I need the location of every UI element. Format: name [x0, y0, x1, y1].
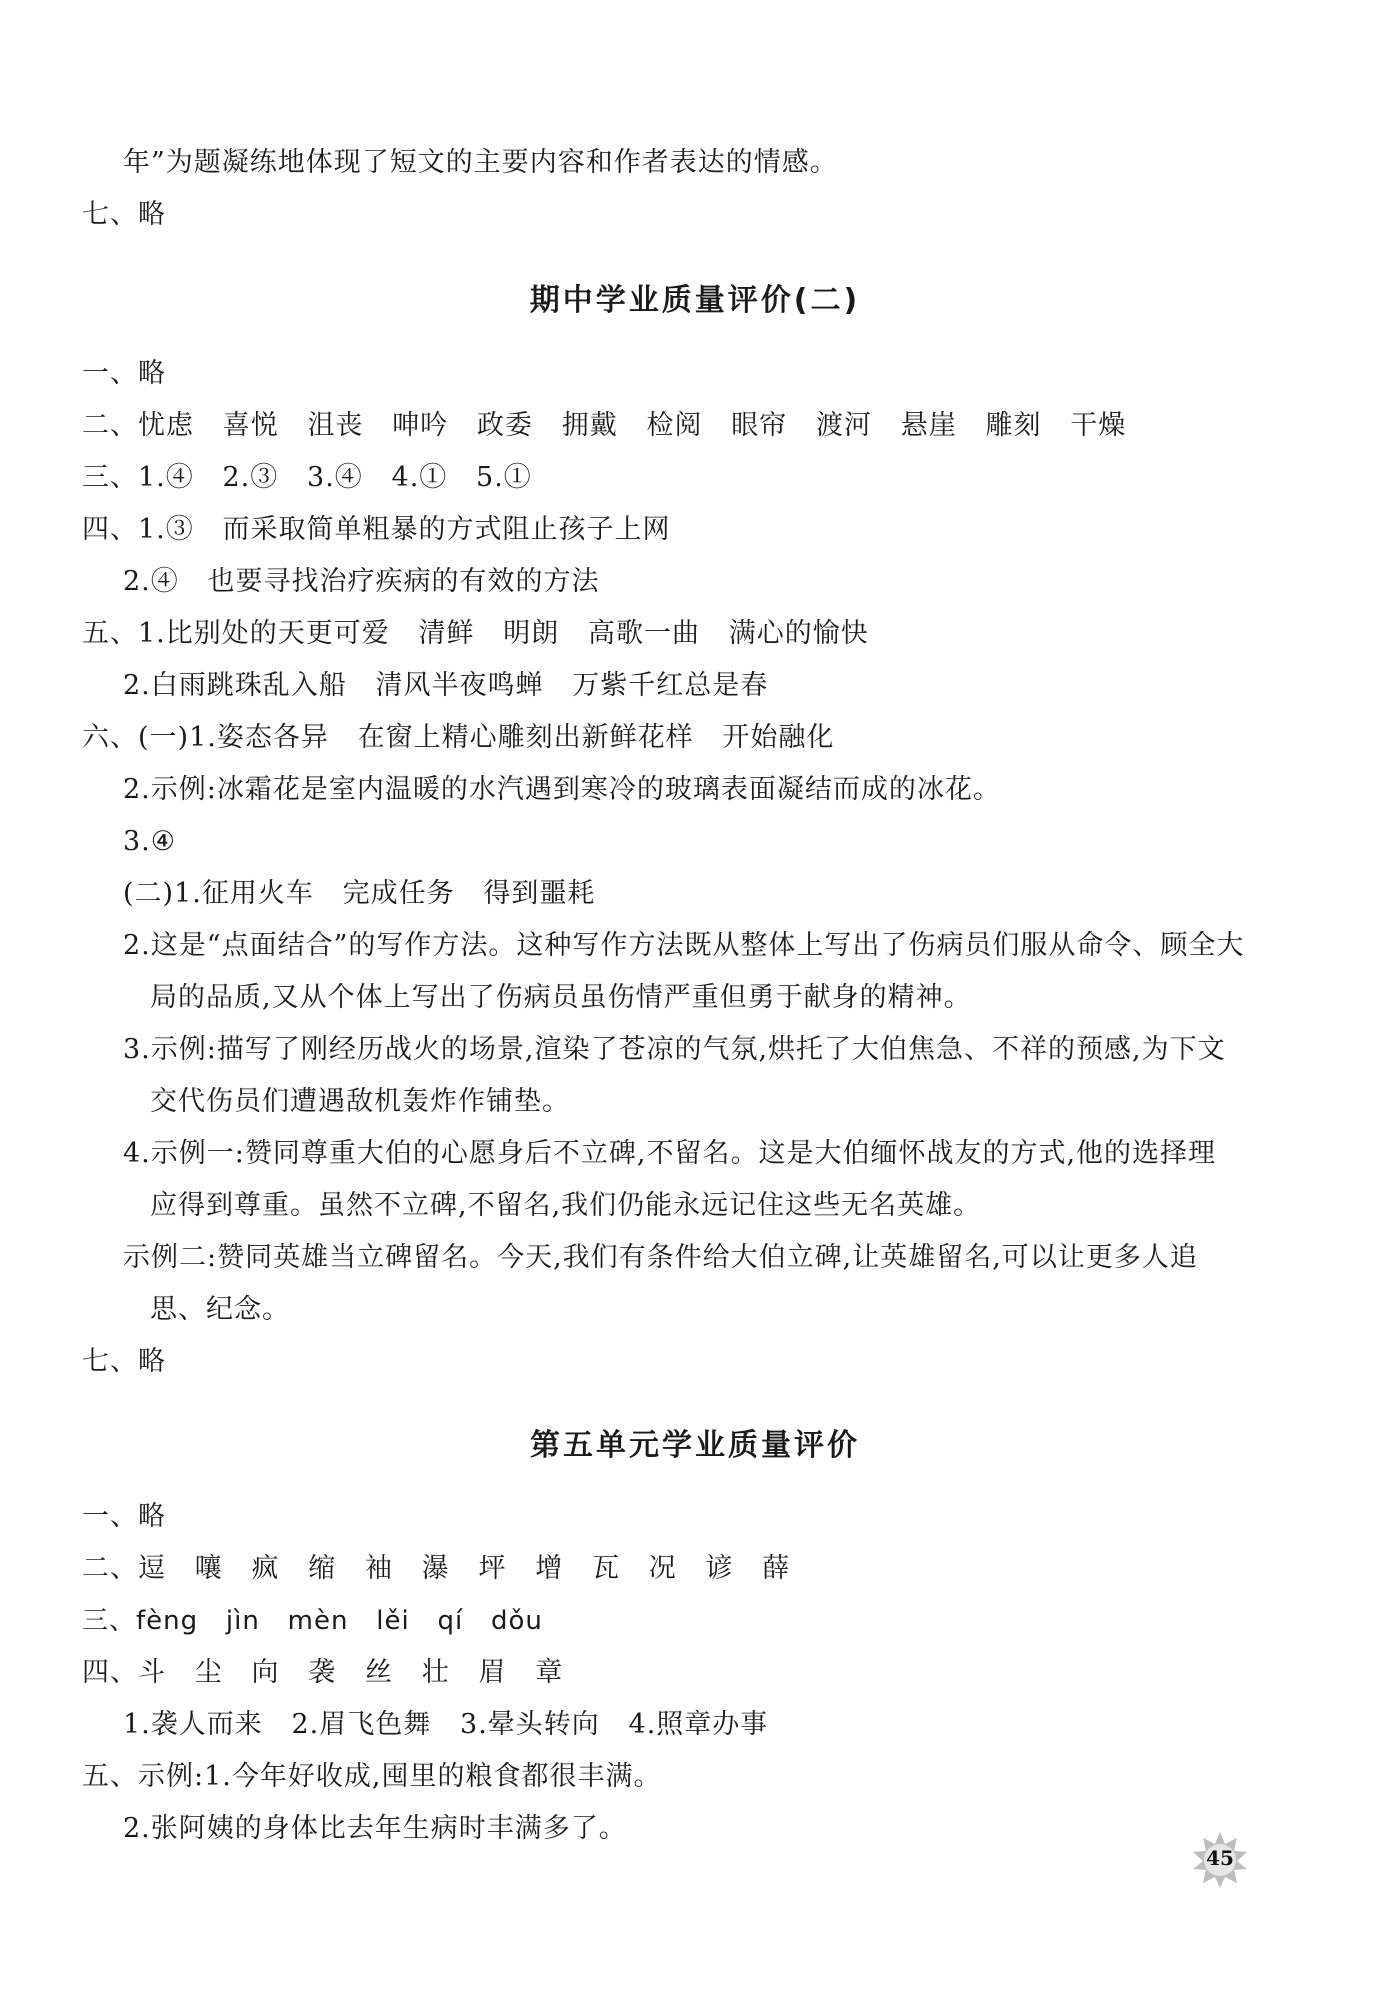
text-line: 2.④ 也要寻找治疗疾病的有效的方法: [123, 566, 600, 597]
text-line: 六、(一)1.姿态各异 在窗上精心雕刻出新鲜花样 开始融化: [82, 722, 835, 753]
text-line: 3.示例:描写了刚经历战火的场景,渲染了苍凉的气氛,烘托了大伯焦急、不祥的预感,为下文: [123, 1034, 1226, 1065]
text-line: 4.示例一:赞同尊重大伯的心愿身后不立碑,不留名。这是大伯缅怀战友的方式,他的选择理: [123, 1138, 1217, 1169]
text-line: 3.④: [123, 826, 176, 857]
text-line: 局的品质,又从个体上写出了伤病员虽伤情严重但勇于献身的精神。: [150, 982, 972, 1013]
text-line: 五、示例:1.今年好收成,囤里的粮食都很丰满。: [82, 1761, 662, 1792]
text-line: 一、略: [82, 1501, 166, 1532]
text-line: 二、忧虑 喜悦 沮丧 呻吟 政委 拥戴 检阅 眼帘 渡河 悬崖 雕刻 干燥: [82, 410, 1127, 441]
text-line: 2.示例:冰霜花是室内温暖的水汽遇到寒冷的玻璃表面凝结而成的冰花。: [123, 774, 1001, 805]
text-line: 1.袭人而来 2.眉飞色舞 3.晕头转向 4.照章办事: [123, 1709, 769, 1740]
text-line: 应得到尊重。虽然不立碑,不留名,我们仍能永远记住这些无名英雄。: [150, 1190, 982, 1221]
text-line: 示例二:赞同英雄当立碑留名。今天,我们有条件给大伯立碑,让英雄留名,可以让更多人追: [123, 1242, 1198, 1273]
text-line: 二、逗 嚷 疯 缩 袖 瀑 坪 增 瓦 况 谚 薛: [82, 1553, 791, 1584]
text-line: 五、1.比别处的天更可爱 清鲜 明朗 高歌一曲 满心的愉快: [82, 618, 869, 649]
text-line: 四、斗 尘 向 袭 丝 壮 眉 章: [82, 1657, 564, 1688]
text-line: 三、1.④ 2.③ 3.④ 4.① 5.①: [82, 462, 532, 493]
section-heading: 第五单元学业质量评价: [530, 1428, 860, 1463]
text-line: 一、略: [82, 358, 166, 389]
text-line: 2.这是“点面结合”的写作方法。这种写作方法既从整体上写出了伤病员们服从命令、顾全大: [123, 930, 1245, 961]
page-number: 45: [1206, 1846, 1234, 1870]
text-line: 思、纪念。: [150, 1294, 290, 1325]
text-line: 七、略: [82, 199, 166, 230]
text-line: (二)1.征用火车 完成任务 得到噩耗: [123, 878, 596, 909]
text-line: 七、略: [82, 1346, 166, 1377]
text-line: 三、fèng jìn mèn lěi qí dǒu: [82, 1606, 543, 1636]
section-heading: 期中学业质量评价(二): [529, 283, 861, 318]
text-line: 四、1.③ 而采取简单粗暴的方式阻止孩子上网: [82, 514, 671, 545]
text-line: 2.张阿姨的身体比去年生病时丰满多了。: [123, 1813, 627, 1844]
text-line: 交代伤员们遭遇敌机轰炸作铺垫。: [150, 1086, 570, 1117]
text-line: 2.白雨跳珠乱入船 清风半夜鸣蝉 万紫千红总是春: [123, 670, 769, 701]
text-line: 年”为题凝练地体现了短文的主要内容和作者表达的情感。: [123, 147, 838, 178]
page-number-badge: [1190, 1830, 1250, 1890]
